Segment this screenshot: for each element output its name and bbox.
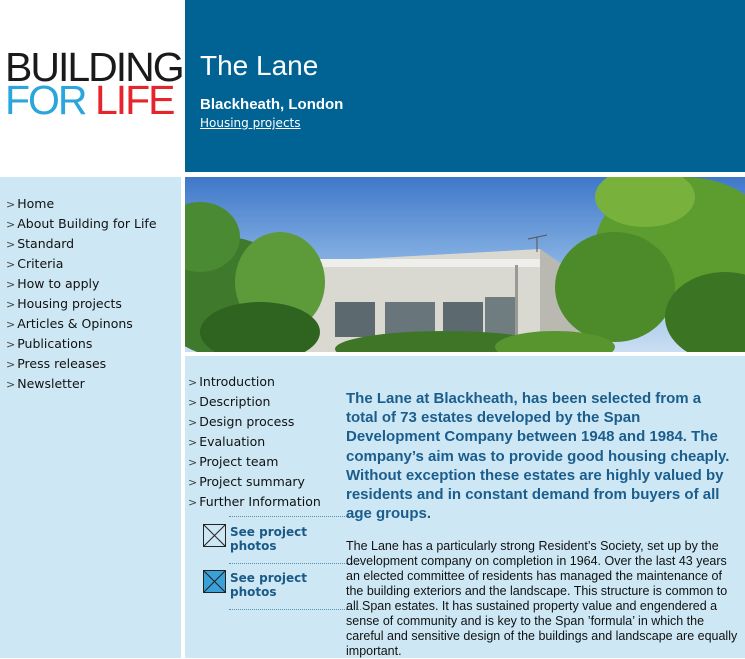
subnav-item-project-summary[interactable] bbox=[188, 472, 323, 492]
logo-word-life: LIFE bbox=[94, 77, 174, 123]
see-project-photos-label: See project photos bbox=[230, 571, 307, 599]
sidebar-item-housing-projects[interactable] bbox=[6, 294, 181, 314]
site-logo[interactable] bbox=[0, 0, 182, 172]
subnav-item-label: Design process bbox=[199, 414, 295, 429]
subnav-item-design-process[interactable] bbox=[188, 412, 323, 432]
page-header bbox=[185, 0, 745, 172]
sidebar-item-label: Home bbox=[17, 196, 55, 211]
sidebar-item-standard[interactable] bbox=[6, 234, 181, 254]
chevron-right-icon: > bbox=[6, 198, 16, 211]
chevron-right-icon: > bbox=[188, 456, 198, 469]
subnav-item-further-information[interactable] bbox=[188, 492, 323, 512]
sidebar-item-label: How to apply bbox=[17, 276, 100, 291]
logo-line-for-life bbox=[5, 77, 174, 123]
subnav-item-label: Description bbox=[199, 394, 271, 409]
logo-line-building: BUILDING bbox=[5, 44, 183, 90]
breadcrumb-housing-projects[interactable]: Housing projects bbox=[200, 116, 301, 130]
divider bbox=[229, 516, 361, 517]
see-project-photos-label: See project photos bbox=[230, 525, 307, 553]
sidebar-item-label: Press releases bbox=[17, 356, 107, 371]
image-placeholder-icon bbox=[203, 570, 226, 593]
see-project-photos-link[interactable] bbox=[203, 525, 320, 553]
sidebar-item-press-releases[interactable] bbox=[6, 354, 181, 374]
chevron-right-icon: > bbox=[6, 258, 16, 271]
see-project-photos-link[interactable] bbox=[203, 571, 320, 599]
subnav-item-evaluation[interactable] bbox=[188, 432, 323, 452]
body-paragraph: The Lane has a particularly strong Resident’s Society, set up by the development company on completion in 1964. Over the last 43 years an elected committee of residents has managed the maintenance of the building exteriors and the landscape. This structure is common to all Span estates. It has sustained property value and engendered a sense of community and is key to the Span ’formula’ in which the careful and sensitive design of the buildings and landscape are equally important. bbox=[346, 539, 738, 658]
divider bbox=[229, 563, 361, 564]
sidebar-item-label: Newsletter bbox=[17, 376, 85, 391]
sidebar-item-label: Standard bbox=[17, 236, 75, 251]
page-subtitle: Blackheath, London bbox=[200, 96, 344, 113]
chevron-right-icon: > bbox=[6, 218, 16, 231]
chevron-right-icon: > bbox=[188, 416, 198, 429]
project-subnav bbox=[188, 372, 323, 512]
sidebar-item-label: Housing projects bbox=[17, 296, 122, 311]
logo-word-for: FOR bbox=[5, 77, 95, 123]
chevron-right-icon: > bbox=[6, 338, 16, 351]
sidebar-item-articles[interactable] bbox=[6, 314, 181, 334]
hero-photo bbox=[185, 177, 745, 352]
sidebar-item-label: About Building for Life bbox=[17, 216, 157, 231]
main-content bbox=[185, 356, 745, 658]
building-photo-image bbox=[185, 177, 745, 352]
subnav-item-label: Project summary bbox=[199, 474, 305, 489]
subnav-item-label: Further Information bbox=[199, 494, 321, 509]
divider bbox=[229, 609, 361, 610]
sidebar-item-label: Publications bbox=[17, 336, 93, 351]
chevron-right-icon: > bbox=[6, 318, 16, 331]
subnav-item-project-team[interactable] bbox=[188, 452, 323, 472]
subnav-item-label: Introduction bbox=[199, 374, 275, 389]
sidebar-item-label: Articles & Opinons bbox=[17, 316, 133, 331]
page-title: The Lane bbox=[200, 50, 319, 81]
chevron-right-icon: > bbox=[6, 378, 16, 391]
image-placeholder-icon bbox=[203, 524, 226, 547]
sidebar-item-criteria[interactable] bbox=[6, 254, 181, 274]
subnav-item-label: Evaluation bbox=[199, 434, 266, 449]
sidebar-item-label: Criteria bbox=[17, 256, 64, 271]
sidebar-nav bbox=[0, 177, 181, 394]
subnav-item-introduction[interactable] bbox=[188, 372, 323, 392]
chevron-right-icon: > bbox=[6, 278, 16, 291]
sidebar-item-home[interactable] bbox=[6, 194, 181, 214]
intro-paragraph: The Lane at Blackheath, has been selected from a total of 73 estates developed by the Span Development Company between 1948 and 1984. The company’s aim was to provide good housing cheaply. Without exception these estates are highly valued by residents and in constant demand from buyers of all age groups. bbox=[346, 390, 730, 523]
chevron-right-icon: > bbox=[188, 396, 198, 409]
sidebar-item-about[interactable] bbox=[6, 214, 181, 234]
chevron-right-icon: > bbox=[188, 496, 198, 509]
chevron-right-icon: > bbox=[188, 436, 198, 449]
sidebar-item-newsletter[interactable] bbox=[6, 374, 181, 394]
sidebar-item-publications[interactable] bbox=[6, 334, 181, 354]
subnav-item-description[interactable] bbox=[188, 392, 323, 412]
chevron-right-icon: > bbox=[188, 476, 198, 489]
sidebar bbox=[0, 177, 181, 658]
chevron-right-icon: > bbox=[6, 358, 16, 371]
chevron-right-icon: > bbox=[6, 238, 16, 251]
sidebar-item-how-to-apply[interactable] bbox=[6, 274, 181, 294]
subnav-item-label: Project team bbox=[199, 454, 279, 469]
chevron-right-icon: > bbox=[188, 376, 198, 389]
chevron-right-icon: > bbox=[6, 298, 16, 311]
